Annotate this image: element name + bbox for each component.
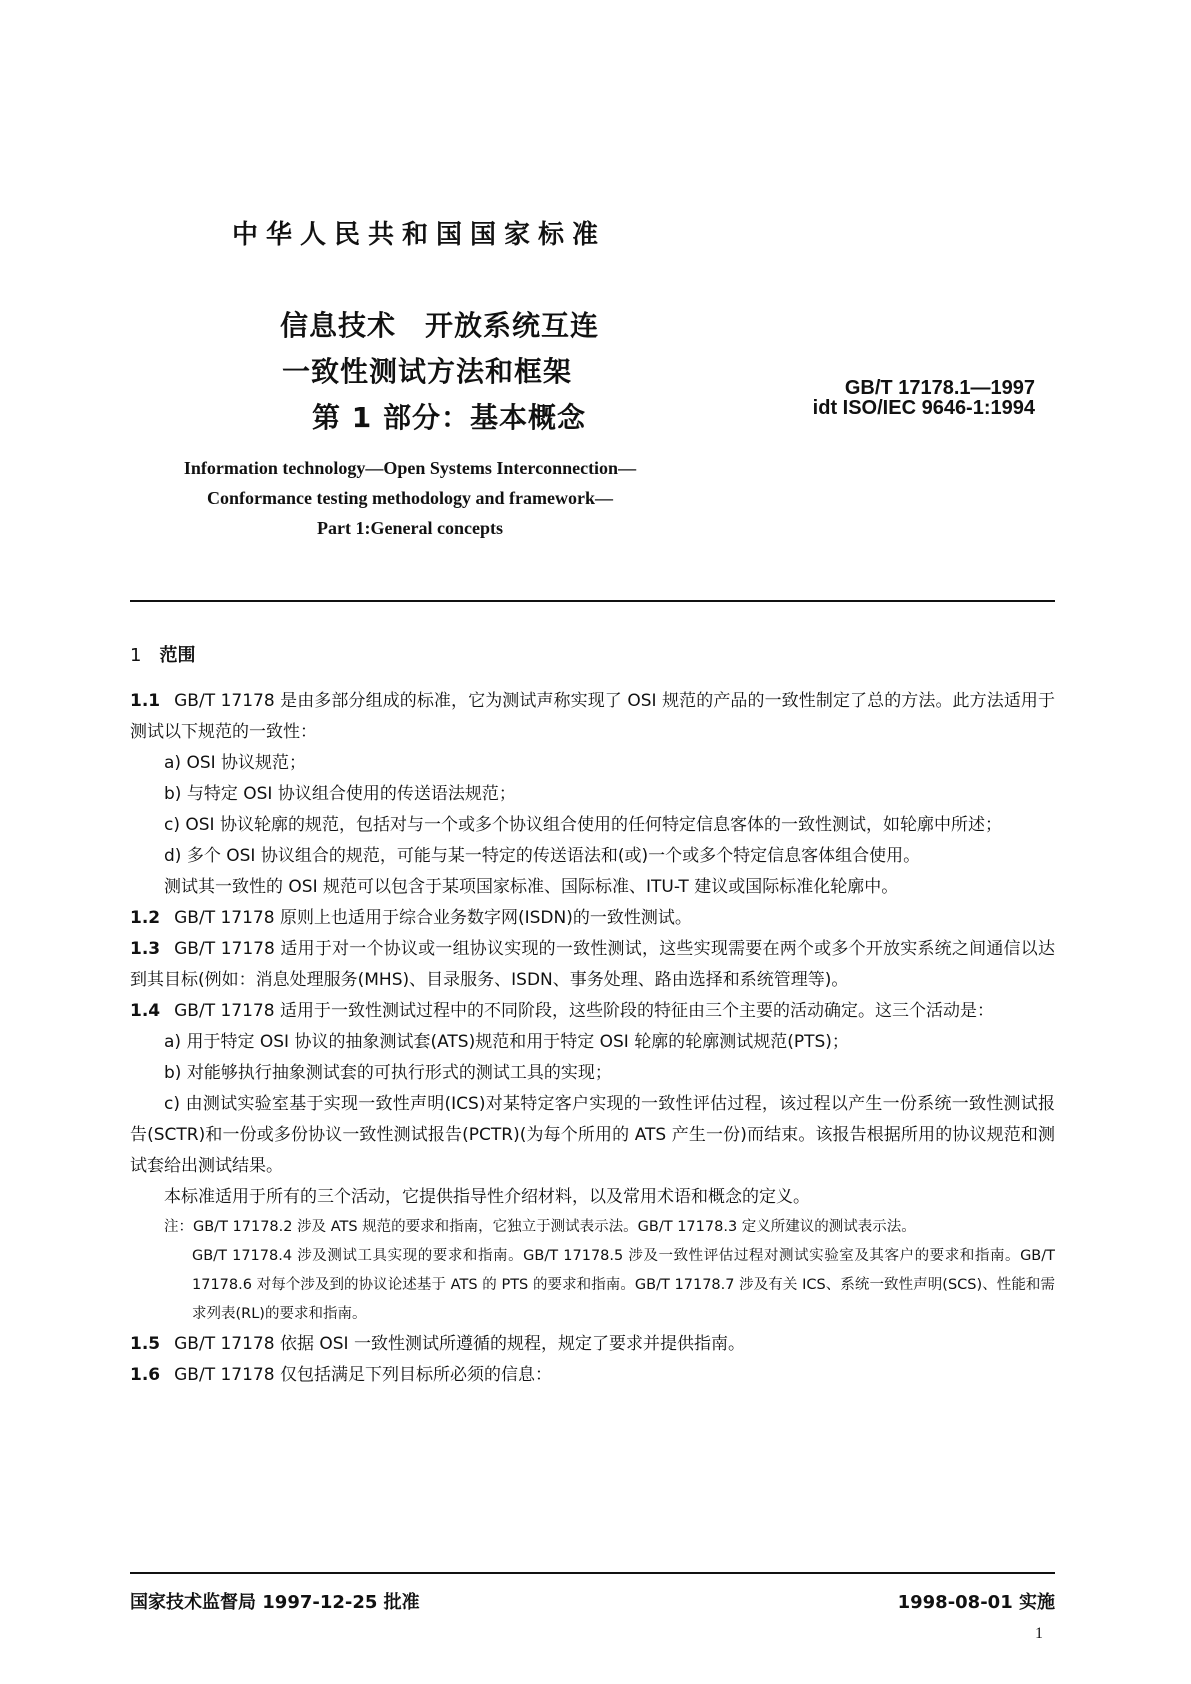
note-label: 注： <box>164 1219 193 1235</box>
implementation-date: 1998-08-01 实施 <box>897 1592 1055 1613</box>
list-item: b) 与特定 OSI 协议组合使用的传送语法规范； <box>164 784 516 804</box>
document-body <box>130 640 1055 1391</box>
list-item: b) 对能够执行抽象测试套的可执行形式的测试工具的实现； <box>164 1063 612 1083</box>
standard-number: GB/T 17178.1—1997 <box>844 377 1035 399</box>
standard-code-block <box>813 378 1035 418</box>
en-title-line-3: Part 1:General concepts <box>317 518 503 538</box>
note: 注：GB/T 17178.2 涉及 ATS 规范的要求和指南，它独立于测试表示法。GB/T 17178.3 定义所建议的测试表示法。 <box>164 1219 916 1235</box>
list-item: c) OSI 协议轮廓的规范，包括对与一个或多个协议组合使用的任何特定信息客体的一致性测试，如轮廓中所述； <box>164 815 1002 835</box>
en-title-line-1: Information technology—Open Systems Interconnection— <box>183 458 637 478</box>
list-item: a) OSI 协议规范； <box>164 753 307 773</box>
national-standard-heading: 中华人民共和国国家标准 <box>232 220 607 250</box>
page-number: 1 <box>1035 1625 1043 1642</box>
clause-1-5: 1.5 GB/T 17178 依据 OSI 一致性测试所遵循的规程，规定了要求并提供指南。 <box>130 1334 745 1354</box>
clause-1-4: 1.4 GB/T 17178 适用于一致性测试过程中的不同阶段，这些阶段的特征由三个主要的活动确定。这三个活动是： <box>130 1001 994 1021</box>
idt-reference: idt ISO/IEC 9646-1:1994 <box>812 397 1035 419</box>
list-item: a) 用于特定 OSI 协议的抽象测试套(ATS)规范和用于特定 OSI 轮廓的轮廓测试规范(PTS)； <box>164 1032 849 1052</box>
paragraph: 测试其一致性的 OSI 规范可以包含于某项国家标准、国际标准、ITU-T 建议或国际标准化轮廓中。 <box>164 877 899 897</box>
approval-date: 国家技术监督局 1997-12-25 批准 <box>130 1592 420 1613</box>
note-continuation: GB/T 17178.4 涉及测试工具实现的要求和指南。GB/T 17178.5 涉及一致性评估过程对测试实验室及其客户的要求和指南。GB/T 17178.6 对每个涉及到的协议论述基于 ATS 的 PTS 的要求和指南。GB/T 17178.7 涉及有关 ICS、系统一致性声明(SCS)、性能和需求列表(RL)的要求和指南。 <box>192 1248 1055 1322</box>
section-heading: 1 范围 <box>130 645 196 666</box>
clause-1-6: 1.6 GB/T 17178 仅包括满足下列目标所必须的信息： <box>130 1365 552 1385</box>
en-title-line-2: Conformance testing methodology and framework— <box>207 488 613 508</box>
footer-divider <box>130 1572 1055 1574</box>
clause-1-3: 1.3 GB/T 17178 适用于对一个协议或一组协议实现的一致性测试，这些实现需要在两个或多个开放实系统之间通信以达到其目标(例如：消息处理服务(MHS)、目录服务、ISDN、事务处理、路由选择和系统管理等)。 <box>130 939 1055 990</box>
cn-title-line-3: 第 1 部分：基本概念 <box>312 401 586 434</box>
paragraph: 本标准适用于所有的三个活动，它提供指导性介绍材料，以及常用术语和概念的定义。 <box>164 1187 810 1207</box>
clause-1-2: 1.2 GB/T 17178 原则上也适用于综合业务数字网(ISDN)的一致性测试。 <box>130 908 692 928</box>
header-divider <box>130 600 1055 602</box>
clause-1-1: 1.1 GB/T 17178 是由多部分组成的标准，它为测试声称实现了 OSI 规范的产品的一致性制定了总的方法。此方法适用于测试以下规范的一致性： <box>130 691 1055 742</box>
list-item: c) 由测试实验室基于实现一致性声明(ICS)对某特定客户实现的一致性评估过程，该过程以产生一份系统一致性测试报告(SCTR)和一份或多份协议一致性测试报告(PCTR)(为每个所用的 ATS 产生一份)而结束。该报告根据所用的协议规范和测试套给出测试结果。 <box>130 1094 1055 1176</box>
list-item: d) 多个 OSI 协议组合的规范，可能与某一特定的传送语法和(或)一个或多个特定信息客体组合使用。 <box>164 846 921 866</box>
cn-title-line-2: 一致性测试方法和框架 <box>282 355 573 388</box>
cn-title-line-1: 信息技术 开放系统互连 <box>280 309 600 342</box>
